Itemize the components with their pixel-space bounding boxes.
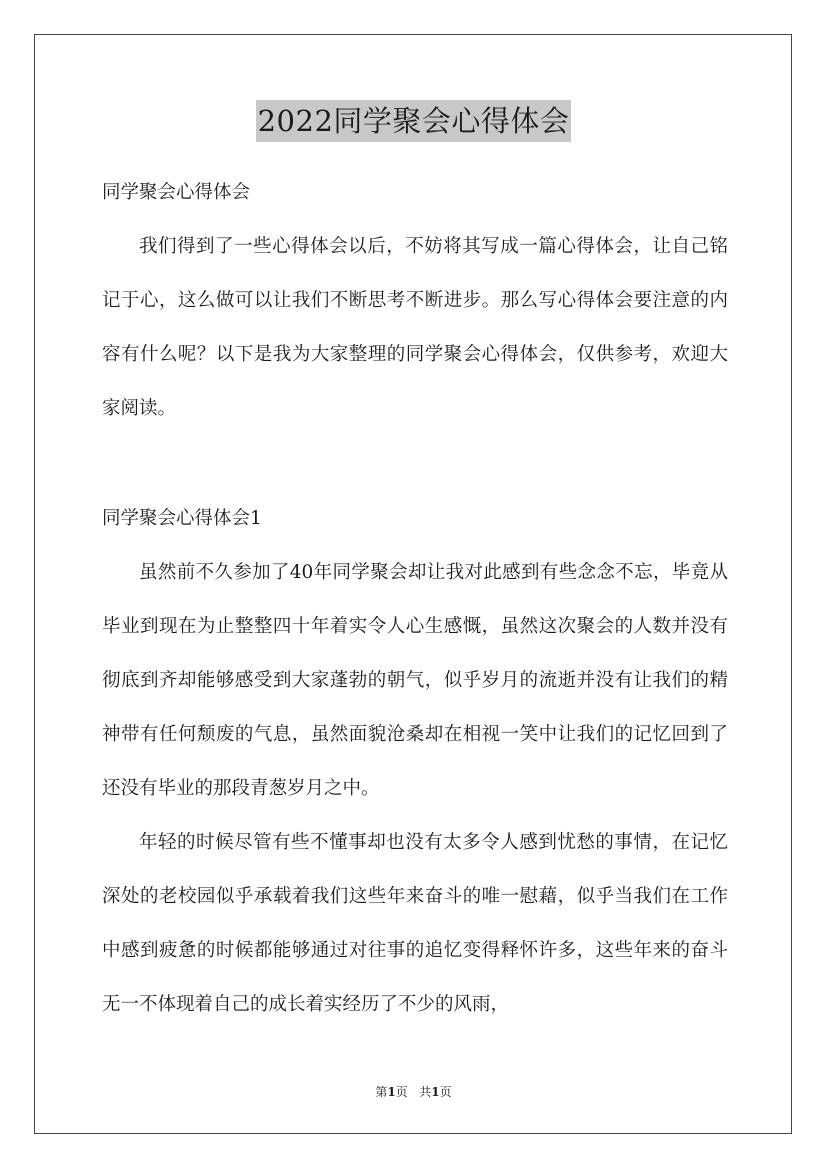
intro-paragraph: 我们得到了一些心得体会以后，不妨将其写成一篇心得体会，让自己铭记于心，这么做可以让我们不断思考不断进步。那么写心得体会要注意的内容有什么呢？以下是我为大家整理的同学聚会心得体会，仅供参考，欢迎大家阅读。 [102,236,728,419]
document-subtitle: 同学聚会心得体会 [102,182,251,203]
body-paragraph: 年轻的时候尽管有些不懂事却也没有太多令人感到忧愁的事情，在记忆深处的老校园似乎承载着我们这些年来奋斗的唯一慰藉，似乎当我们在工作中感到疲惫的时候都能够通过对往事的追忆变得释怀许多，这些年来的奋斗无一不体现着自己的成长着实经历了不少的风雨， [102,832,728,1015]
title-container [0,100,827,142]
section-heading: 同学聚会心得体会1 [102,508,262,529]
page-total-suffix: 页 [439,1085,452,1099]
page-number-prefix: 第 [375,1085,388,1099]
page-total: 1 [431,1085,440,1099]
body-paragraph: 虽然前不久参加了40年同学聚会却让我对此感到有些念念不忘，毕竟从毕业到现在为止整整四十年着实令人心生感慨，虽然这次聚会的人数并没有彻底到齐却能够感受到大家蓬勃的朝气，似乎岁月的流逝并没有让我们的精神带有任何颓废的气息，虽然面貌沧桑却在相视一笑中让我们的记忆回到了还没有毕业的那段青葱岁月之中。 [102,562,728,799]
page-footer [0,1083,827,1100]
document-title: 2022同学聚会心得体会 [256,100,572,142]
section1-body [102,546,728,1032]
page-number-suffix: 页 [395,1085,408,1099]
page-number: 1 [387,1085,396,1099]
intro-block [102,220,728,436]
page-total-prefix: 共 [419,1085,432,1099]
